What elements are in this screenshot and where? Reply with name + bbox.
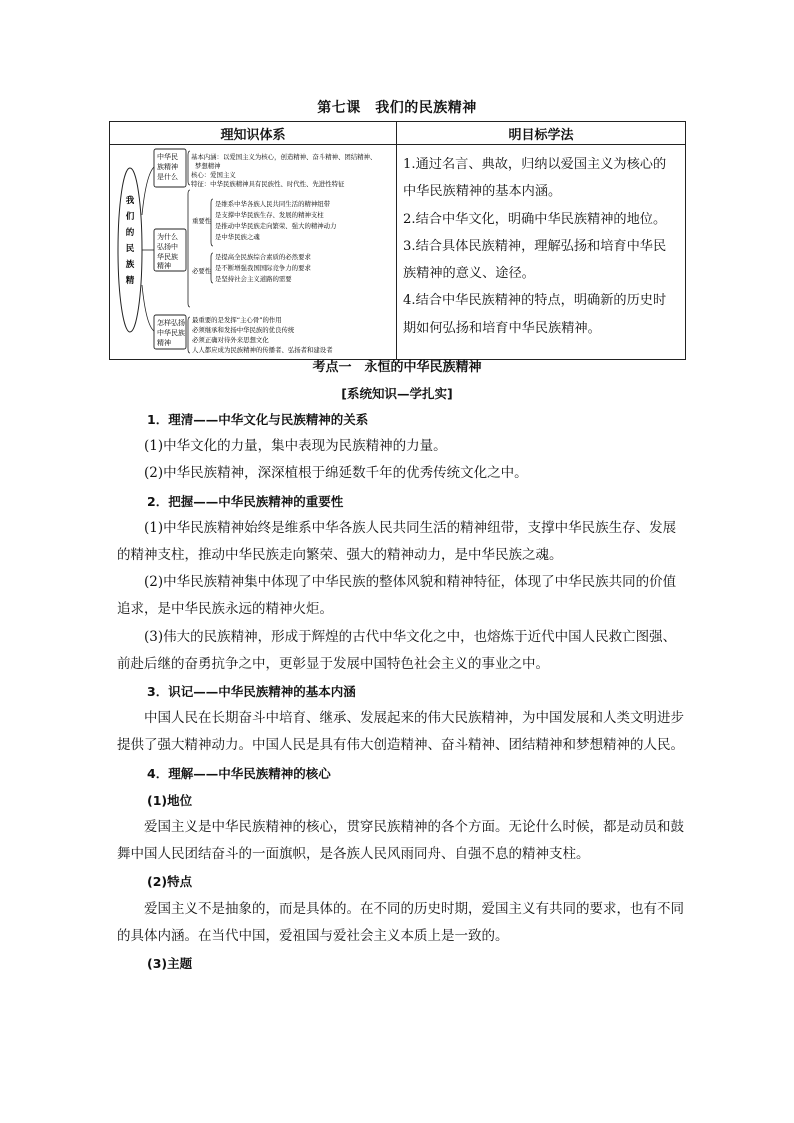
paragraph: 中国人民在长期奋斗中培育、继承、发展起来的伟大民族精神，为中国发展和人类文明进步提供了强大精神动力。中国人民是具有伟大创造精神、奋斗精神、团结精神和梦想精神的人民。	[117, 710, 684, 754]
necessity-label: 必要性	[192, 267, 212, 275]
paragraph: (2)中华民族精神集中体现了中华民族的整体风貌和精神特征，体现了中华民族共同的价值追求，是中华民族永远的精神火炬。	[117, 574, 677, 618]
content-body	[117, 406, 687, 977]
page-title: 第七课 我们的民族精神	[317, 100, 477, 116]
goal-item: 3.结合具体民族精神，理解弘扬和培育中华民族精神的意义、途径。	[403, 238, 667, 282]
heading-1: 1．理清——中华文化与民族精神的关系	[147, 412, 369, 427]
section-title: 考点一 永恒的中华民族精神	[312, 360, 482, 375]
node-how-label: 怎样弘扬中华民族精神	[157, 319, 185, 347]
right-header: 明目标学法	[397, 122, 686, 145]
section-subtitle: [系统知识—学扎实]	[341, 386, 453, 401]
node-why-label: 为什么弘扬中华民族精神	[157, 233, 178, 270]
heading-3: 3．识记——中华民族精神的基本内涵	[147, 684, 356, 700]
subheading: (3)主题	[147, 956, 193, 972]
paragraph: (2)中华民族精神，深深植根于绵延数千年的优秀传统文化之中。	[144, 465, 528, 482]
left-header: 理知识体系	[110, 122, 397, 145]
summary-table	[109, 121, 686, 360]
paragraph: (1)中华文化的力量，集中表现为民族精神的力量。	[144, 438, 447, 455]
goal-item: 2.结合中华文化，明确中华民族精神的地位。	[403, 211, 667, 227]
goals-cell	[397, 145, 686, 360]
paragraph: 爱国主义不是抽象的，而是具体的。在不同的历史时期，爱国主义有共同的要求，也有不同的具体内涵。在当代中国，爱祖国与爱社会主义本质上是一致的。	[117, 900, 684, 944]
paragraph: (1)中华民族精神始终是维系中华各族人民共同生活的精神纽带，支撑中华民族生存、发展的精神支柱，推动中华民族走向繁荣、强大的精神动力，是中华民族之魂。	[117, 519, 677, 564]
heading-4: 4．理解——中华民族精神的核心	[147, 765, 331, 781]
node-how-details: 最重要的是发挥“主心骨”的作用必须继承和发扬中华民族的优良传统必须正确对待外来思想文化人人都应成为民族精神的传播者、弘扬者和建设者	[192, 316, 333, 354]
paragraph: 爱国主义是中华民族精神的核心，贯穿民族精神的各个方面。无论什么时候，都是动员和鼓舞中国人民团结奋斗的一面旗帜，是各族人民风雨同舟、自强不息的精神支柱。	[117, 819, 684, 863]
knowledge-diagram-cell	[110, 145, 397, 360]
goal-item: 4.结合中华民族精神的特点，明确新的历史时期如何弘扬和培育中华民族精神。	[403, 293, 667, 336]
importance-details: 是维系中华各族人民共同生活的精神纽带是支撑中华民族生存、发展的精神支柱是推动中华民族走向繁荣、强大的精神动力是中华民族之魂	[215, 200, 337, 241]
goal-item: 1.通过名言、典故，归纳以爱国主义为核心的中华民族精神的基本内涵。	[403, 157, 667, 200]
node-what-details: 基本内涵：以爱国主义为核心，创造精神、奋斗精神、团结精神、梦想精神核心：爱国主义特征：中华民族精神具有民族性、时代性、先进性特征	[191, 153, 377, 188]
importance-label: 重要性	[192, 217, 212, 225]
necessity-details: 是提高全民族综合素质的必然要求是不断增强我国国际竞争力的要求是坚持社会主义道路的需要	[215, 253, 311, 283]
heading-2: 2．把握——中华民族精神的重要性	[147, 493, 344, 509]
subheading: (1)地位	[147, 792, 193, 808]
root-label: 我们的民族精	[125, 196, 135, 286]
paragraph: (3)伟大的民族精神，形成于辉煌的古代中华文化之中，也熔炼于近代中国人民救亡图强、前赴后继的奋勇抗争之中，更彰显于发展中国特色社会主义的事业之中。	[117, 628, 677, 672]
node-what-label: 中华民族精神是什么	[157, 153, 178, 181]
knowledge-diagram	[110, 145, 397, 355]
subheading: (2)特点	[147, 874, 193, 890]
